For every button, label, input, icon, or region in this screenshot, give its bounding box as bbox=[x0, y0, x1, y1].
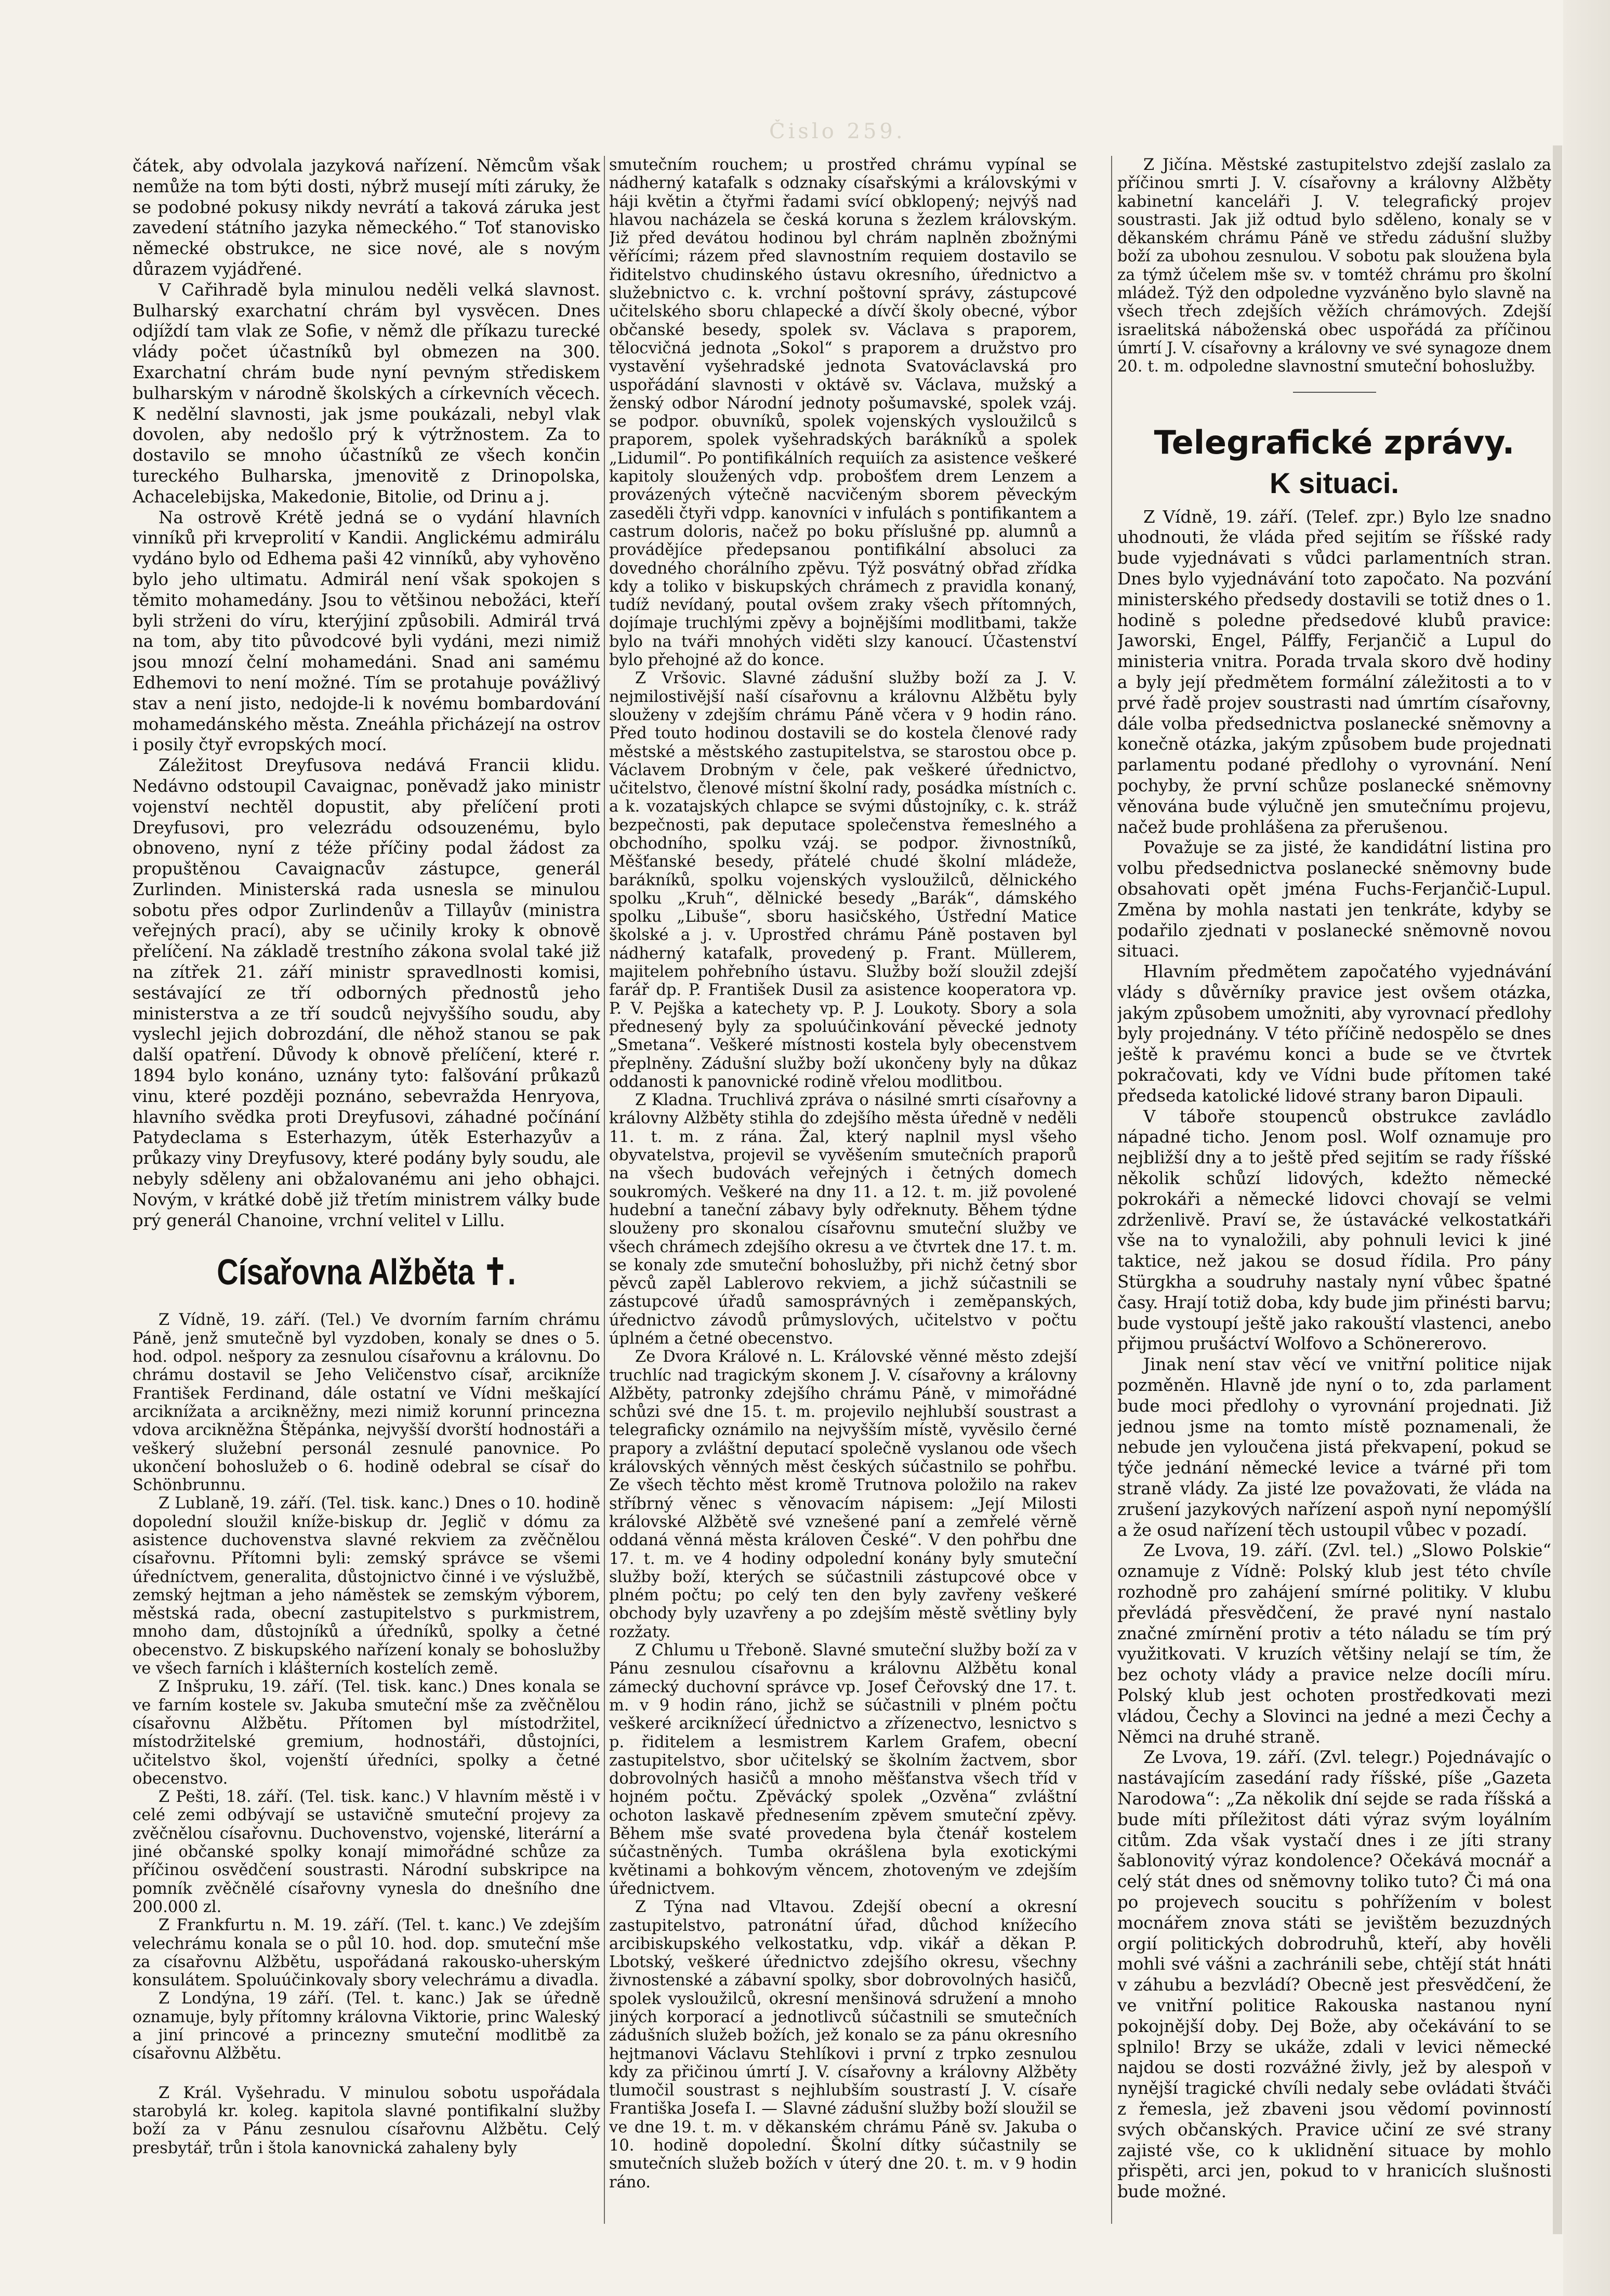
section-heading: Císařovna Alžběta ✝. bbox=[217, 1252, 516, 1293]
news-item: Z Chlumu u Třeboně. Slavné smuteční služby boží za v Pánu zesnulou císařovnu a královnu Alžbětu konal zámecký duchovní správce vp. Josef Čeřovský dne 17. t. m. v 9 hodin ráno, jichž se súčastnili v plném počtu veškeré arciknížecí úřednictvo a zřízenectvo, lesnictvo s p. řiditelem a lesmistrem Karlem Grafem, obecní zastupitelstvo, sbor učitelský se školním žactvem, sbor dobrovolných hasičů a mnoho měšťanstva všech tříd v hojném počtu. Zpěvácký spolek „Ozvěna“ zvláštní ochoton laskavě přednesením zpěvem smuteční zpěvy. Během mše svaté provedena byla čtenář kostelem súčastněných. Tumba okrášlena byla exotickými květinami a bohkovým věncem, zhotoveným ve zdejším úřednictvem. bbox=[609, 1641, 1077, 1898]
article-paragraph: Ze Lvova, 19. září. (Zvl. tel.) „Slowo Polskie“ oznamuje z Vídně: Polský klub jest této chvíle rozhodně pro zahájení smírné politiky. V klubu převládá přesvědčení, že pravé nyní nastalo značné zmírnění protiv a této náladu se tím prý využitkovati. V kruzích většiny nelají se tím, že bez ochoty vlády a pravice nelze docíli míru. Polský klub jest ochoten prostředkovati mezi vládou, Čechy a Slovinci na jedné a mezi Čechy a Němci na druhé straně. bbox=[1117, 1541, 1551, 1747]
column-2 bbox=[609, 156, 1077, 2276]
news-item: Z Londýna, 19 září. (Tel. t. kanc.) Jak se úředně oznamuje, byly přítomny královna Viktorie, princ Waleský a jiní princové a princezny smuteční modlitbě za císařovnu Alžbětu. bbox=[133, 1989, 600, 2063]
article-paragraph: Hlavním předmětem započatého vyjednávání vlády s důvěrníky pravice jest ovšem otázka, jakým způsobem umožniti, aby vyrovnací předlohy byly projednány. V této příčině nedospělo se dnes ještě k pravému konci a bude se ve čtvrtek pokračovati, kdy ve Vídni bude přítomen také předseda katolické lidové strany baron Dipauli. bbox=[1117, 962, 1551, 1106]
article-paragraph: čátek, aby odvolala jazyková nařízení. Němcům však nemůže na tom býti dosti, nýbrž musejí míti záruky, že se podobné pokusy nikdy nevrátí a taková záruka jest zavedení státního jazyka německého.“ Toť stanovisko německé obstrukce, ne sice nové, ale s novým důrazem vyjádřené. bbox=[133, 156, 600, 279]
article-paragraph: Ze Lvova, 19. září. (Zvl. telegr.) Pojednávajíc o nastávajícím zasedání rady říšské, píše „Gazeta Narodowa“: „Za několik dní sejde se rada říšská a bude míti příležitost dáti výraz svým loyálním citům. Zda však vystačí dnes i ze jíti strany šablonovitý výraz kondolence? Očekává mocnář a celý stát dnes od sněmovny toliko tuto? Či má ona po projevech soucitu s pohřížením v bolest mocnářem znova státi se jevištěm bezuzdných orgií politických dobrodruhů, kteří, aby hověli mohli své vášni a zachránili sebe, chtějí stát hnáti v záhubu a bezvládí? Obecně jest přesvědčení, že ve vnitřní politice Rakouska nastanou nyní pokojnější doby. Dej Bože, aby očekávání to se splnilo! Brzy se ukáže, zdali v levici německé najdou se dosti rozvážné živly, jež by alespoň v nynější tragické chvíli nedaly sebe ovládati štváči z řemesla, jež zbaveni jsou vědomí povinností svých občanských. Pravice učiní ze své strany zajisté vše, co k uklidnění situace by mohlo přispěti, arci jen, pokud to v hranicích slušnosti bude možné. bbox=[1117, 1747, 1551, 2202]
article-paragraph: Považuje se za jisté, že kandidátní listina pro volbu předsednictva poslanecké sněmovny bude obsahovati opět jména Fuchs-Ferjančič-Lupul. Změna by mohla nastati jen tenkráte, kdyby se podařilo zjednati v poslanecké sněmovně novou situaci. bbox=[1117, 838, 1551, 961]
column-rule bbox=[604, 156, 605, 2224]
column-3 bbox=[1117, 156, 1551, 2276]
news-item: Z Frankfurtu n. M. 19. září. (Tel. t. kanc.) Ve zdejším velechrámu konala se o půl 10. hod. dop. smuteční mše za císařovnu Alžbětu, uspořádaná rakousko-uherským konsulátem. Spoluúčinkovaly sbory velechrámu a divadla. bbox=[133, 1916, 600, 1990]
news-item: Z Lublaně, 19. září. (Tel. tisk. kanc.) Dnes o 10. hodině dopolední sloužil kníže-biskup dr. Jeglič v dómu za asistence duchovenstva slavné rekviem za zvěčnělou císařovnu. Přítomni byli: zemský správce se všemi úředníctvem, generalita, důstojnictvo činné i ve výslužbě, zemský hejtman a jeho náměstek se zemským výborem, městská rada, obecní zastupitelstvo s purkmistrem, mnoho dam, důstojníků a úředníků, spolky a četné obecenstvo. Z biskupského nařízení konaly se bohoslužby ve všech farních i klášterních kostelích země. bbox=[133, 1494, 600, 1678]
news-item: Z Vídně, 19. září. (Tel.) Ve dvorním farním chrámu Páně, jenž smutečně byl vyzdoben, konaly se dnes o 5. hod. odpol. nešpory za zesnulou císařovnu a královnu. Do chrámu dostavil se Jeho Veličenstvo císař, arcikníže František Ferdinand, dále ostatní ve Vídni meškající arciknížata a arcikněžny, mezi nimiž korunní princezna vdova arcikněžna Štěpánka, nejvyšší dvorští hodnostáři a veškerý služební personál zesnulé panovnice. Po ukončení bohoslužeb o 6. hodině odebral se císař do Schönbrunnu. bbox=[133, 1311, 600, 1495]
news-item: Z Jičína. Městské zastupitelstvo zdejší zaslalo za příčinou smrti J. V. císařovny a královny Alžběty kabinetní kanceláři J. V. telegrafický projev soustrasti. Jak již odtud bylo sděleno, konaly se v děkanském chrámu Páně ve středu zádušní služby boží za ubohou zesnulou. V sobotu pak sloužena byla za týmž účelem mše sv. v tomtéž chrámu pro školní mládež. Týž den odpoledne vyzváněno bylo slavně na všech třech zdejších věžích chrámových. Zdejší israelitská náboženská obec uspořádá za příčinou úmrtí J. V. císařovny a královny ve své synagoze dnem 20. t. m. odpoledne slavnostní smuteční bohoslužby. bbox=[1117, 156, 1551, 376]
section-heading: Telegrafické zprávy. bbox=[1154, 423, 1515, 461]
subsection-heading: K situaci. bbox=[1270, 466, 1399, 499]
news-item: Z Vršovic. Slavné zádušní služby boží za J. V. nejmilostivější naší císařovnu a královnu Alžbětu byly slouženy v zdejším chrámu Páně včera v 9 hodin ráno. Před touto hodinou dostavili se do kostela členové rady městské a městského zastupitelstva, se starostou obce p. Václavem Drobným v čele, pak veškeré úřednictvo, učitelstvo, členové místní školní rady, posádka místních c. a k. vozatajských chlapce se svými důstojníky, c. k. stráž bezpečnosti, pak deputace společenstva řemeslného a obchodního, spolku vzáj. se podpor. živnostníků, Měšťanské besedy, přátelé chudé školní mládeže, barákníků, spolku vojenských vysloužilců, dělnického spolku „Kruh“, dělnické besedy „Barák“, dámského spolku „Libuše“, sboru hasičského, Ústřední Matice školské a j. v. Uprostřed chrámu Páně postaven byl nádherný katafalk, provedený p. Frant. Müllerem, majitelem pohřebního ústavu. Služby boží sloužil zdejší farář dp. P. František Dusil za asistence kooperatora vp. P. V. Pejška a katechety vp. P. J. Loukoty. Sbory a sola přednesený byly za spoluúčinkování pěvecké jednoty „Smetana“. Veškeré místnosti kostela byly obecenstvem přeplněny. Zádušní služby boží ukončeny byly na důkaz oddanosti k panovnické rodině vřelou modlitbou. bbox=[609, 669, 1077, 1091]
article-paragraph: Z Vídně, 19. září. (Telef. zpr.) Bylo lze snadno uhodnouti, že vláda před sejitím se říšské rady bude vyjednávati s vůdci parlamentních stran. Dnes bylo vyjednávání toto započato. Na pozvání ministerského předsedy dostavili se totiž dnes o 1. hodině s poledne předsedové klubů pravice: Jaworski, Engel, Pálffy, Ferjančič a Lupul do ministeria vnitra. Porada trvala skoro dvě hodiny a byly její předmětem formální záležitosti a to v prvé řadě projev soustrasti nad úmrtím císařovny, dále volba předsednictva poslanecké sněmovny a konečně otázka, jakým způsobem bude projednati parlamentu podané předlohy o vyrovnání. Není pochyby, že první schůze poslanecké sněmovny věnována bude výlučně jen smutečnímu projevu, načež bude prohlášena za přerušenou. bbox=[1117, 507, 1551, 837]
article-paragraph: Jinak není stav věcí ve vnitřní politice nijak pozměněn. Hlavně jde nyní o to, zda parlament bude moci předlohy o vyrovnání projednati. Již jednou jsme na tomto místě poznamenali, že nebude jen vyloučena jistá překvapení, pokud se týče jednání německé levice a tvárné při tom straně vlády. Za jisté lze považovati, že vláda na zrušení jazykových nařízení aspoň nyní nepomýšlí a že osud nařízení těch ustoupil vůbec v pozadí. bbox=[1117, 1355, 1551, 1540]
scan-edge bbox=[1553, 145, 1562, 2234]
article-paragraph: V Cařihradě byla minulou neděli velká slavnost. Bulharský exarchatní chrám byl vysvěcen. Dnes odjíždí tam vlak ze Sofie, v němž dle příkazu turecké vlády počet účastníků byl obmezen na 300. Exarchatní chrám bude nyní pevným střediskem bulharským v národně školských a církevních věcech. K nedělní slavnosti, jak jsme poukázali, nebyl vlak dovolen, aby nedošlo prý k výtržnostem. Za to dostavilo se mnoho účastníků ze všech končin tureckého Bulharska, jmenovitě z Drinopolska, Achacelebijska, Makedonie, Bitolie, od Drinu a j. bbox=[133, 280, 600, 507]
news-item: smutečním rouchem; u prostřed chrámu vypínal se nádherný katafalk s odznaky císařskými a královskými v háji květin a čtyřmi řadami svící obklopený; nejvýš nad hlavou nacházela se česká koruna s žezlem královským. Již před devátou hodinou byl chrám naplněn zbožnými věřícími; rázem před slavnostním requiem dostavilo se řiditelstvo chudinského ústavu okresního, úřednictvo a služebnictvo c. k. vrchní poštovní správy, zástupcové učitelského sboru chlapecké a dívčí školy obecné, výbor občanské besedy, spolek sv. Václava s praporem, tělocvičná jednota „Sokol“ s praporem a družstvo pro vystavění vyšehradské jednota Svatováclavská pro uspořádání slavnosti v oktávě sv. Václava, mužský a ženský odbor Národní jednoty pošumavské, spolek vzáj. se podpor. obuvníků, spolek vojenských vysloužilců s praporem, spolek vyšehradských barákníků a spolek „Lidumil“. Po pontifikálních requiích za asistence veškeré kapitoly sloužených vdp. probošťem drem Lenzem a provázených výtečně nacvičeným sborem pěveckým zaseděli čtyři vdpp. kanovníci v infulách s pontifikantem a castrum doloris, načež po boku příslušné pp. alumnů a provádějíce předepsanou pontifikální absoluci za dovedného chorálního zpěvu. Týž posvátný obřad zřídka kdy a toliko v biskupských chrámech z pravidla konaný, tudíž nevídaný, poutal ovšem zraky všech přítomných, dojímaje truchlými zpěvy a bojnějšími modlitbami, takže bylo na tváři mnohých viděti slzy kanoucí. Účastenství bylo přehojné až do konce. bbox=[609, 156, 1077, 670]
news-item: Z Král. Vyšehradu. V minulou sobotu uspořádala starobylá kr. koleg. kapitola slavné pontifikalní služby boží za v Pánu zesnulou císařovnu Alžbětu. Celý presbytář, trůn i štola kanovnická zahaleny byly bbox=[133, 2083, 600, 2157]
column-rule bbox=[1111, 156, 1112, 2224]
page-margin bbox=[1563, 0, 1610, 2296]
news-item: Z Týna nad Vltavou. Zdejší obecní a okresní zastupitelstvo, patronátní úřad, důchod knížecího arcibiskupského velkostatku, vdp. vikář a děkan P. Lbotský, veškeré úřednictvo zdejšího okresu, všechny živnostenské a zábavní spolky, sbor dobrovolných hasičů, spolek vysloužilců, okresní menšinová sdružení a mnoho jiných korporací a jednotlivců súčastnili se smutečních zádušních služeb božích, jež konalo se za pánu okresního hejtmanovi Václavu Stehlíkovi i první z trpko zesnulou kdy za přičinou úmrtí J. V. císařovny a královny Alžběty tlumočil soustrast s nejhlubším soustrastí J. V. císaře Františka Josefa I. — Slavné zádušní služby boží sloužil se ve dne 19. t. m. v děkanském chrámu Páně sv. Jakuba o 10. hodině dopolední. Školní dítky súčastnily se smutečních služeb božích v úterý dne 20. t. m. v 9 hodin ráno. bbox=[609, 1898, 1077, 2192]
divider bbox=[1293, 392, 1376, 393]
article-paragraph: V táboře stoupenců obstrukce zavládlo nápadné ticho. Jenom posl. Wolf oznamuje pro nejbližší dny a to ještě před sejitím se rady říšské několik schůzí lidových, kdežto německé pokrokáři a německé lidovci chovají se velmi zdrženlivě. Praví se, že ústavácké velkostatkáři vše na to vynaložili, aby pohnuli levici k jiné taktice, než jakou se dosud řídila. Pro pány Stürgkha a soudruhy nastaly nyní vůbec špatné časy. Hrají totiž doba, kdy bude jim přinésti barvu; bude vystoupí ještě jako rakouští vlastenci, anebo přijmou prušáctví Wolfovo a Schönererovo. bbox=[1117, 1106, 1551, 1354]
article-paragraph: Na ostrově Krétě jedná se o vydání hlavních vinníků při krveprolití v Kandii. Anglickému admirálu vydáno bylo od Edhema paši 42 vinníků, aby vyhověno bylo jeho ultimatu. Admirál není však spokojen s těmito mohamedány. Jsou to většinou nebožáci, kteří byli strženi do víru, kterýjiní způsobili. Admirál trvá na tom, aby tito původcové byli vydáni, mezi nimiž jsou mnozí čelní mohamedáni. Snad ani samému Edhemovi to není možné. Tím se protahuje povážlivý stav a není jisto, nedojde-li k novému bombardování mohamedánského města. Zneáhla přicházejí na ostrov i posily čtyř evropských mocí. bbox=[133, 507, 600, 755]
news-item: Z Pešti, 18. září. (Tel. tisk. kanc.) V hlavním městě i v celé zemi odbývají se ustavičně smuteční projevy za zvěčnělou císařovnu. Duchovenstvo, vojenské, literární a jiné občanské spolky konají mimořádné schůze za příčinou osvědčení soustrasti. Národní subskripce na pomník zvěčnělé císařovny vynesla do dnešního dne 200.000 zl. bbox=[133, 1788, 600, 1916]
bleed-through-header: Čislo 259. bbox=[769, 120, 906, 143]
news-item: Z Inšpruku, 19. září. (Tel. tisk. kanc.) Dnes konala se ve farním kostele sv. Jakuba smuteční mše za zvěčnělou císařovnu Alžbětu. Přítomen byl místodržitel, místodržitelské gremium, hodnostáři, důstojníci, učitelstvo škol, vojenští úředníci, spolky a četné obecenstvo. bbox=[133, 1678, 600, 1788]
news-item: Ze Dvora Králové n. L. Královské věnné město zdejší truchlíc nad tragickým skonem J. V. císařovny a královny Alžběty, patronky zdejšího chrámu Páně, v mimořádné schůzi své dne 15. t. m. projevilo nejhlubší soustrast a telegraficky oznámilo na nejvyšším místě, vyvěsilo černé prapory a zvláštní deputací společně vyslanou ode všech královských věnných měst českých súčastnilo se pohřbu. Ze všech těchto měst kromě Trutnova položilo na rakev stříbrný věnec s věnovacím nápisem: „Její Milosti královské Alžbětě své vznešené paní a zemřelé věrně oddaná věnná města královen České“. V den pohřbu dne 17. t. m. ve 4 hodiny odpolední konány byly smuteční služby boží, kterých se súčastnili zástupcové obce v plném počtu; po celý ten den byly zavřeny veškeré obchody byly uzavřeny a po zdejším městě světliny byly rozžaty. bbox=[609, 1348, 1077, 1641]
article-paragraph: Záležitost Dreyfusova nedává Francii klidu. Nedávno odstoupil Cavaignac, poněvadž jako ministr vojenství nechtěl dopustit, aby přelíčení proti Dreyfusovi, pro velezrádu odsouzenému, bylo obnoveno, nyní z téže příčiny podal žádost za propuštěnou Cavaignacův zástupce, generál Zurlinden. Ministerská rada usnesla se minulou sobotu přes odpor Zurlindenův a Tillayův (ministra veřejných prací), aby se učinily kroky k obnově přelíčení. Na základě trestního zákona svolal také již na zítřek 21. září ministr spravedlnosti komisi, sestávající ze tří odborných přednostů jeho ministerstva a ze tří soudců nejvyššího soudu, aby vyslechl jejich dobrozdání, dle něhož stanou se pak další opatření. Důvody k obnově přelíčení, které r. 1894 bylo konáno, uznány tyto: falšování průkazů vinu, které později poznáno, sebevražda Henryova, hlavního svědka proti Dreyfusovi, záhadné počínání Patydeclama s Esterhazym, útěk Esterhazyův a průkazy viny Dreyfusovy, které podány byly soudu, ale nebyly sděleny ani obžalovanému ani jeho obhajci. Novým, v krátké době již třetím ministrem války bude prý generál Chanoine, vrchní velitel v Lillu. bbox=[133, 755, 600, 1230]
news-item: Z Kladna. Truchlivá zpráva o násilné smrti císařovny a královny Alžběty stihla do zdejšího města úředně v neděli 11. t. m. z rána. Žal, který naplnil mysl všeho obyvatelstva, projevil se vyvěšením smutečních praporů na všech budovách veřejných i četných domech soukromých. Veškeré na dny 11. a 12. t. m. již povolené hudební a taneční zábavy byly odřeknuty. Během týdne slouženy pro skonalou císařovnu smuteční služby ve všech chrámech zdejšího okresu a ve čtvrtek dne 17. t. m. se konaly zde smuteční bohoslužby, při nichž četný sbor pěvců zapěl Lablerovo rekviem, a jichž súčastnili se zástupcové úřadů samosprávných i zeměpanských, úřednictvo závodů průmyslových, učitelstvo v počtu úplném a četné obecenstvo. bbox=[609, 1091, 1077, 1348]
column-1 bbox=[133, 156, 600, 2276]
